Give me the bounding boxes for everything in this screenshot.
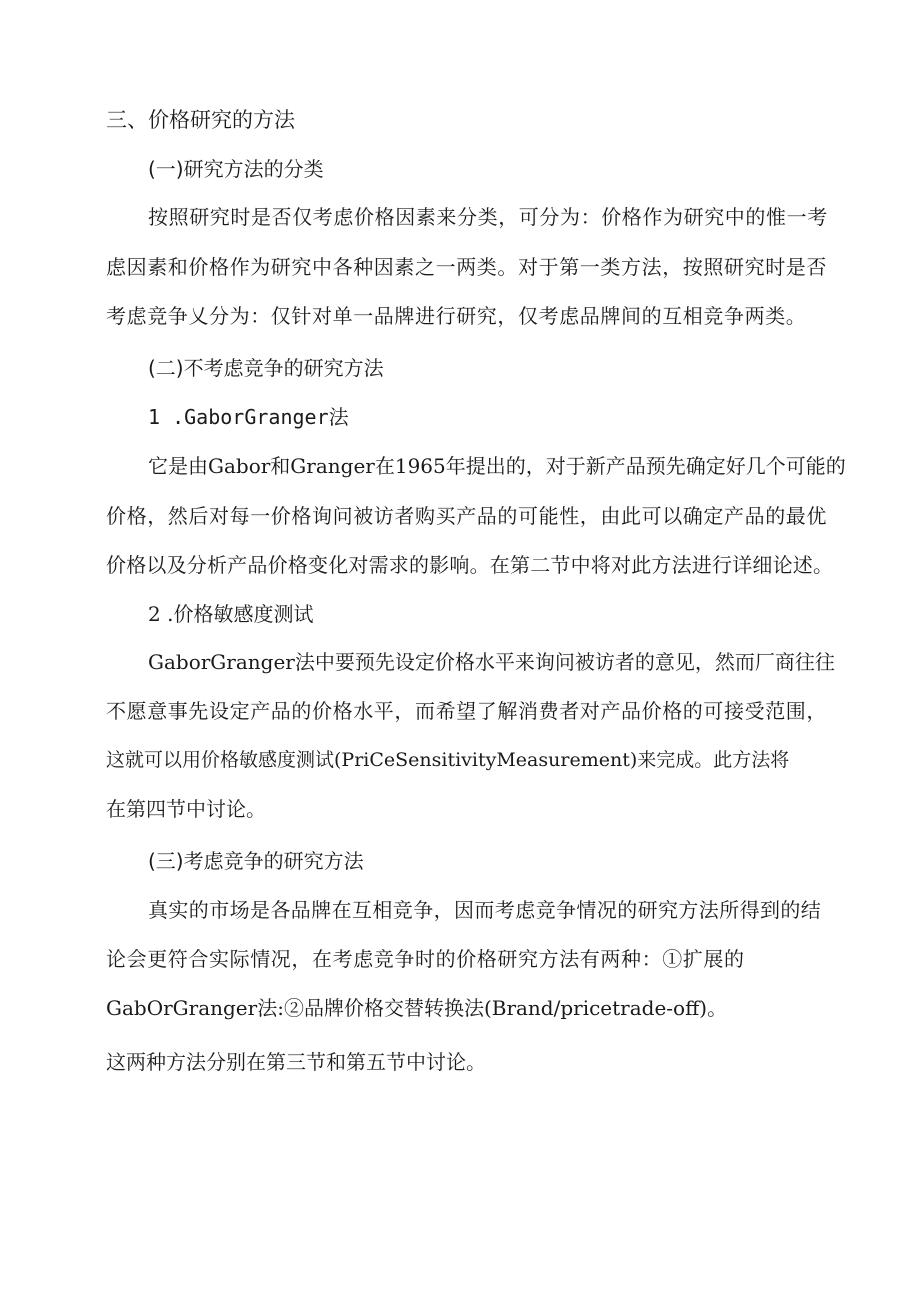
subsection-heading-1: (一)研究方法的分类 — [148, 157, 324, 181]
paragraph-line: 按照研究时是否仅考虑价格因素来分类，可分为：价格作为研究中的惟一考 — [148, 205, 828, 229]
paragraph-line: 价格，然后对每一价格询问被访者购买产品的可能性，由此可以确定产品的最优 — [106, 504, 827, 528]
paragraph-line: 这就可以用价格敏感度测试(PriCeSensitivityMeasurement)来完成。此方法将 — [106, 749, 790, 771]
paragraph-line: 不愿意事先设定产品的价格水平，而希望了解消费者对产品价格的可接受范围， — [106, 699, 827, 723]
paragraph-line: 考虑竞争乂分为：仅针对单一品牌进行研究，仅考虑品牌间的互相竞争两类。 — [106, 304, 807, 328]
paragraph-line: 虑因素和价格作为研究中各种因素之一两类。对于第一类方法，按照研究时是否 — [106, 255, 827, 279]
item-title: 1 .GaborGranger法 — [148, 405, 349, 429]
item-title: 2 .价格敏感度测试 — [148, 602, 314, 626]
paragraph-line: GabOrGranger法:②品牌价格交替转换法(Brand/pricetrade-off)。 — [106, 996, 728, 1020]
closing-line: 这两种方法分别在第三节和第五节中讨论。 — [106, 1050, 486, 1074]
section-heading: 三、价格研究的方法 — [106, 108, 295, 132]
paragraph-line: 真实的市场是各品牌在互相竞争，因而考虑竞争情况的研究方法所得到的结 — [148, 898, 822, 922]
paragraph-line: GaborGranger法中要预先设定价格水平来询问被访者的意见，然而厂商往往 — [148, 650, 835, 674]
paragraph-line: 在第四节中讨论。 — [106, 797, 266, 821]
paragraph-line: 论会更符合实际情况，在考虑竞争时的价格研究方法有两种：①扩展的 — [106, 947, 745, 971]
paragraph-line: 价格以及分析产品价格变化对需求的影响。在第二节中将对此方法进行详细论述。 — [106, 553, 834, 577]
subsection-heading-3: (三)考虑竞争的研究方法 — [148, 849, 364, 873]
paragraph-line: 它是由Gabor和Granger在1965年提出的，对于新产品预先确定好几个可能的 — [148, 454, 846, 478]
subsection-heading-2: (二)不考虑竞争的研究方法 — [148, 356, 384, 380]
